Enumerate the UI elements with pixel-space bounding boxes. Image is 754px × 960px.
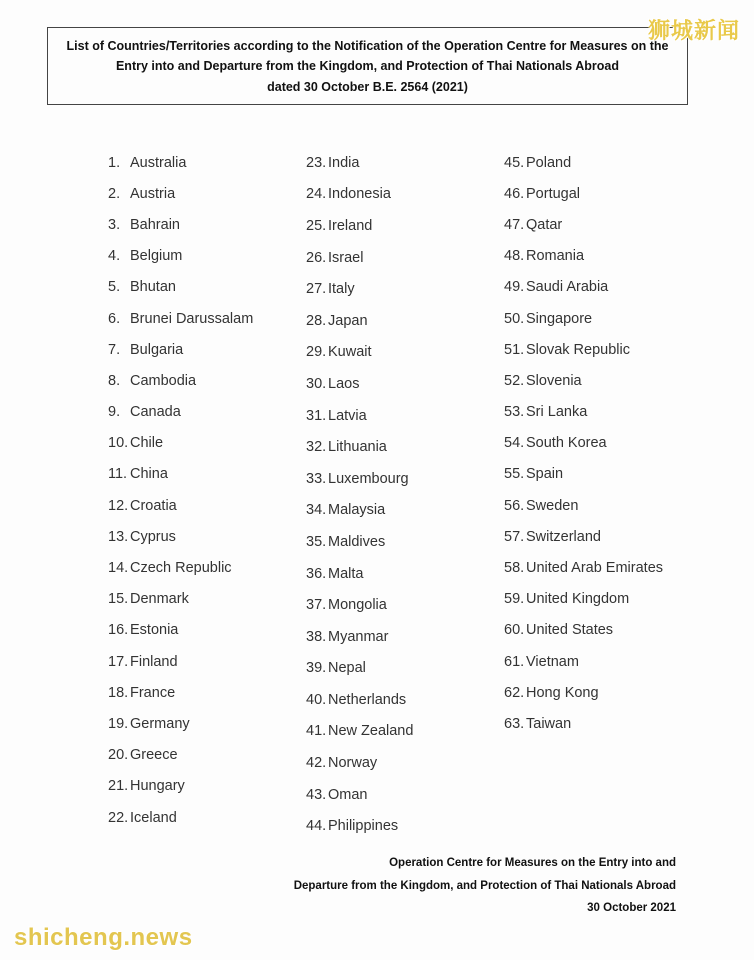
list-item — [306, 653, 413, 685]
watermark-top: 狮城新闻 — [647, 18, 740, 43]
list-item-number: 11. — [108, 466, 128, 483]
list-item-number: 31. — [306, 407, 327, 424]
footer-date: 30 October 2021 — [587, 902, 676, 914]
list-item-number: 15. — [108, 591, 129, 608]
list-item — [306, 210, 413, 242]
list-item-number: 21. — [108, 778, 129, 795]
country-name: Japan — [328, 312, 368, 329]
list-item — [108, 677, 253, 708]
country-name: Croatia — [130, 497, 177, 514]
list-item — [306, 179, 413, 211]
list-item-number: 30. — [306, 375, 327, 392]
list-item-number: 58. — [504, 560, 525, 577]
country-name: Canada — [130, 404, 181, 421]
country-name: Ireland — [328, 217, 373, 234]
list-item-number: 56. — [504, 497, 525, 514]
list-item — [306, 368, 413, 400]
footer-line-1: Operation Centre for Measures on the Entry into and — [389, 857, 676, 869]
list-item — [108, 147, 253, 178]
country-name: Austria — [130, 185, 176, 202]
list-item — [504, 241, 663, 272]
list-item — [108, 490, 253, 521]
country-name: India — [328, 154, 360, 171]
list-item — [108, 428, 253, 459]
country-name: Luxembourg — [328, 470, 409, 487]
list-item-number: 2. — [108, 185, 121, 202]
list-item-number: 3. — [108, 216, 121, 233]
list-item-number: 14. — [108, 560, 129, 577]
list-item-number: 61. — [504, 653, 525, 670]
watermark-bottom: shicheng.news — [14, 924, 193, 951]
country-name: Singapore — [526, 310, 593, 327]
list-item — [504, 459, 663, 490]
list-item — [504, 178, 663, 209]
country-name: Brunei Darussalam — [130, 310, 254, 327]
country-name: Vietnam — [526, 653, 579, 670]
list-item — [504, 615, 663, 646]
list-item-number: 9. — [108, 404, 121, 421]
list-item-number: 26. — [306, 249, 327, 266]
country-name: Lithuania — [328, 439, 387, 456]
country-name: Slovenia — [526, 372, 582, 389]
list-item — [108, 615, 253, 646]
list-item — [108, 397, 253, 428]
list-item — [504, 677, 663, 708]
list-item-number: 8. — [108, 372, 121, 389]
header-line-3: dated 30 October B.E. 2564 (2021) — [267, 79, 468, 94]
list-item-number: 62. — [504, 684, 525, 701]
country-name: Estonia — [130, 622, 179, 639]
header-line-1: List of Countries/Territories according to the Notification of the Operation Centre for Measures on the — [66, 38, 669, 53]
list-item — [306, 716, 413, 748]
country-name: United Arab Emirates — [526, 560, 664, 577]
list-item-number: 42. — [306, 755, 327, 772]
list-item — [306, 431, 413, 463]
list-item-number: 49. — [504, 279, 525, 296]
list-item — [504, 147, 663, 178]
list-item-number: 39. — [306, 660, 327, 677]
list-item-number: 35. — [306, 533, 327, 550]
header-line-2: Entry into and Departure from the Kingdom, and Protection of Thai Nationals Abroad — [115, 59, 620, 73]
country-name: Netherlands — [328, 691, 407, 708]
list-item — [306, 621, 413, 653]
country-name: Mongolia — [328, 597, 387, 614]
list-item-number: 18. — [108, 684, 129, 701]
country-name: Maldives — [328, 533, 386, 550]
list-item-number: 28. — [306, 312, 327, 329]
list-item-number: 53. — [504, 404, 525, 421]
list-item-number: 20. — [108, 747, 129, 764]
list-item — [306, 463, 413, 495]
list-item-number: 55. — [504, 466, 525, 483]
country-name: Cyprus — [130, 528, 176, 545]
list-item-number: 43. — [306, 786, 327, 803]
list-item — [504, 552, 663, 583]
list-item — [306, 147, 413, 179]
country-name: Romania — [526, 248, 585, 265]
list-item — [306, 273, 413, 305]
list-item-number: 51. — [504, 341, 525, 358]
country-name: Bhutan — [130, 279, 176, 296]
list-item — [108, 334, 253, 365]
list-item-number: 38. — [306, 628, 327, 645]
list-item — [108, 459, 253, 490]
country-name: Latvia — [328, 407, 367, 424]
footer-line-2: Departure from the Kingdom, and Protection of Thai Nationals Abroad — [293, 879, 676, 892]
country-name: Chile — [130, 435, 164, 452]
list-item — [306, 337, 413, 369]
list-item — [504, 334, 663, 365]
country-name: Saudi Arabia — [526, 279, 609, 296]
country-name: Switzerland — [526, 528, 601, 545]
list-item-number: 7. — [108, 341, 121, 358]
list-item — [108, 178, 253, 209]
country-name: Philippines — [328, 818, 399, 835]
list-item — [504, 521, 663, 552]
list-item-number: 48. — [504, 248, 525, 265]
list-item-number: 59. — [504, 591, 525, 608]
list-item-number: 40. — [306, 691, 327, 708]
country-list-column-1 — [108, 147, 253, 833]
country-name: Malta — [328, 565, 364, 582]
country-name: Nepal — [328, 660, 366, 677]
list-item-number: 32. — [306, 439, 327, 456]
list-item-number: 1. — [108, 154, 121, 171]
country-name: Bulgaria — [130, 341, 184, 358]
list-item — [108, 646, 253, 677]
country-name: United States — [526, 622, 614, 639]
country-name: Iceland — [130, 809, 177, 826]
list-item — [108, 584, 253, 615]
country-list-column-2 — [306, 147, 413, 842]
country-name: Oman — [328, 786, 368, 803]
country-name: Sri Lanka — [526, 404, 588, 421]
country-name: Czech Republic — [130, 560, 232, 577]
list-item-number: 4. — [108, 248, 121, 265]
list-item — [504, 397, 663, 428]
list-item-number: 19. — [108, 715, 129, 732]
list-item-number: 13. — [108, 528, 129, 545]
country-name: Greece — [130, 747, 178, 764]
list-item — [108, 365, 253, 396]
list-item — [504, 646, 663, 677]
list-item-number: 23. — [306, 154, 327, 171]
list-item — [108, 209, 253, 240]
list-item — [306, 400, 413, 432]
list-item — [306, 242, 413, 274]
list-item — [306, 305, 413, 337]
country-name: Israel — [328, 249, 364, 266]
list-item — [108, 802, 253, 833]
list-item — [108, 740, 253, 771]
list-item — [108, 552, 253, 583]
country-name: New Zealand — [328, 723, 414, 740]
list-item-number: 47. — [504, 216, 525, 233]
country-list-column-3 — [504, 147, 663, 740]
list-item — [108, 303, 253, 334]
list-item — [504, 584, 663, 615]
list-item-number: 27. — [306, 281, 327, 298]
list-item-number: 17. — [108, 653, 129, 670]
country-name: France — [130, 684, 176, 701]
list-item-number: 5. — [108, 279, 121, 296]
country-name: South Korea — [526, 435, 607, 452]
list-item — [504, 209, 663, 240]
list-item — [504, 365, 663, 396]
country-name: Qatar — [526, 216, 563, 233]
list-item — [108, 272, 253, 303]
list-item — [504, 428, 663, 459]
list-item-number: 10. — [108, 435, 129, 452]
country-name: Laos — [328, 375, 360, 392]
country-name: Cambodia — [130, 372, 197, 389]
list-item — [306, 779, 413, 811]
list-item — [108, 241, 253, 272]
list-item — [306, 810, 413, 842]
list-item — [108, 521, 253, 552]
country-name: Hungary — [130, 778, 185, 795]
list-item-number: 63. — [504, 715, 525, 732]
list-item-number: 52. — [504, 372, 525, 389]
country-name: Poland — [526, 154, 572, 171]
list-item — [108, 708, 253, 739]
country-name: Portugal — [526, 185, 581, 202]
list-item-number: 54. — [504, 435, 525, 452]
list-item-number: 44. — [306, 818, 327, 835]
country-name: Slovak Republic — [526, 341, 630, 358]
list-item-number: 60. — [504, 622, 525, 639]
country-name: Malaysia — [328, 502, 386, 519]
document-header — [47, 27, 688, 105]
list-item — [306, 558, 413, 590]
country-name: Indonesia — [328, 186, 391, 203]
list-item — [504, 708, 663, 739]
list-item-number: 29. — [306, 344, 327, 361]
country-name: Myanmar — [328, 628, 389, 645]
list-item — [504, 272, 663, 303]
list-item-number: 34. — [306, 502, 327, 519]
country-name: Sweden — [526, 497, 579, 514]
list-item-number: 45. — [504, 154, 525, 171]
list-item-number: 36. — [306, 565, 327, 582]
country-name: Norway — [328, 755, 378, 772]
list-item — [306, 747, 413, 779]
list-item — [504, 490, 663, 521]
list-item — [306, 589, 413, 621]
country-name: Finland — [130, 653, 178, 670]
document-footer — [294, 852, 676, 920]
list-item — [504, 303, 663, 334]
country-name: Italy — [328, 281, 355, 298]
list-item-number: 41. — [306, 723, 327, 740]
list-item-number: 24. — [306, 186, 327, 203]
country-name: Kuwait — [328, 344, 372, 361]
list-item-number: 12. — [108, 497, 129, 514]
list-item-number: 6. — [108, 310, 121, 327]
list-item-number: 22. — [108, 809, 129, 826]
country-name: Germany — [130, 715, 190, 732]
list-item-number: 46. — [504, 185, 525, 202]
country-name: United Kingdom — [526, 591, 630, 608]
country-name: Denmark — [130, 591, 189, 608]
list-item-number: 25. — [306, 217, 327, 234]
list-item-number: 16. — [108, 622, 129, 639]
list-item — [306, 684, 413, 716]
country-name: Belgium — [130, 248, 183, 265]
country-name: Hong Kong — [526, 684, 599, 701]
country-name: China — [130, 466, 168, 483]
country-name: Bahrain — [130, 216, 180, 233]
list-item — [108, 771, 253, 802]
country-name: Spain — [526, 466, 564, 483]
list-item-number: 37. — [306, 597, 327, 614]
country-name: Taiwan — [526, 715, 572, 732]
list-item-number: 33. — [306, 470, 327, 487]
list-item — [306, 526, 413, 558]
list-item-number: 57. — [504, 528, 525, 545]
country-name: Australia — [130, 154, 187, 171]
list-item-number: 50. — [504, 310, 525, 327]
list-item — [306, 495, 413, 527]
